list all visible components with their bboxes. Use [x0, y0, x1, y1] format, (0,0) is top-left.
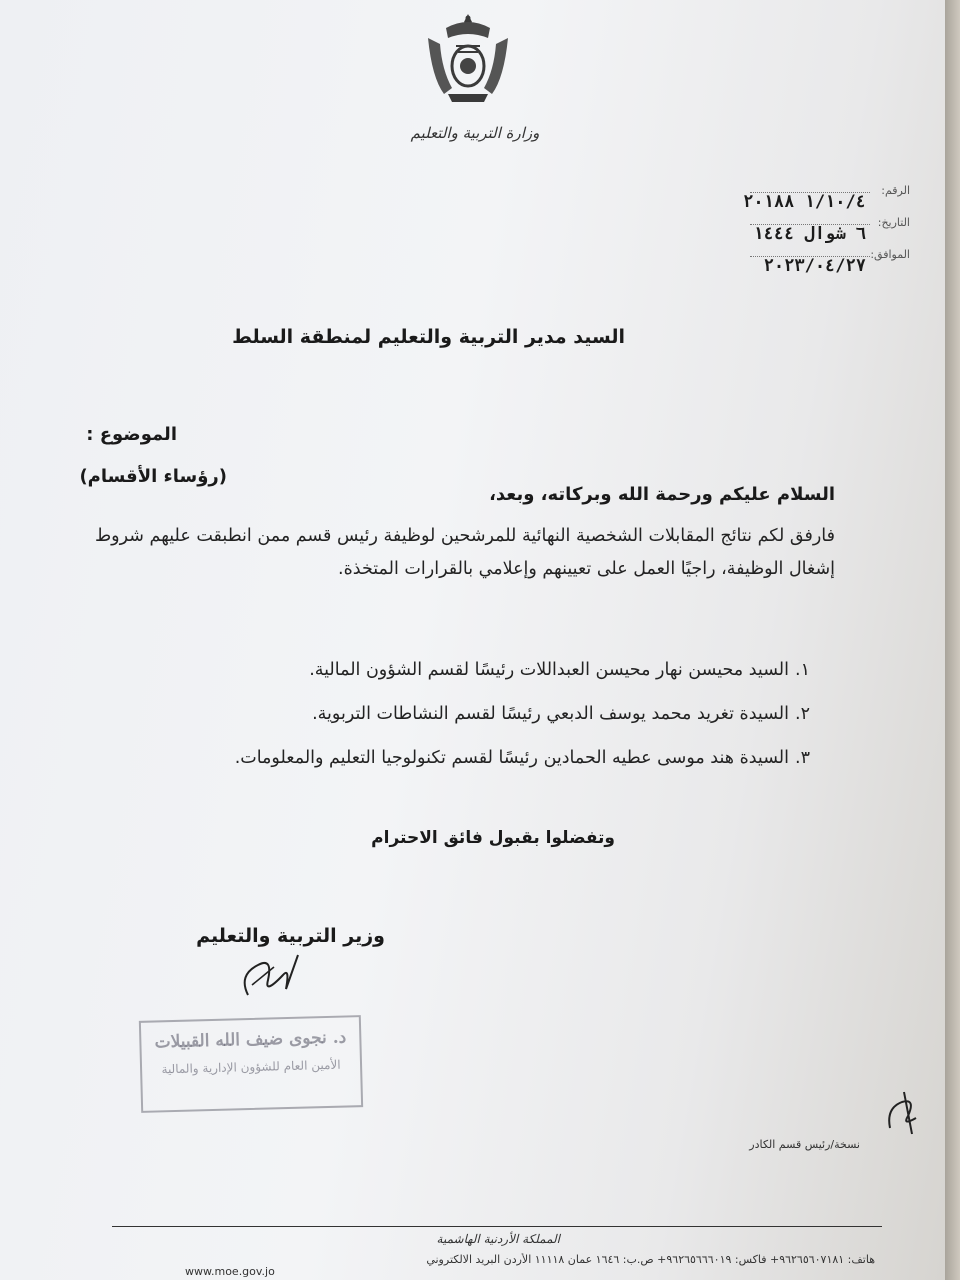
closing: وتفضلوا بقبول فائق الاحترام: [371, 828, 615, 848]
desk-edge: [945, 0, 960, 1280]
reference-corresponding-label: الموافق:: [870, 248, 910, 261]
list-item: ١.السيد محيسن نهار محيسن العبداللات رئيسًا لقسم الشؤون المالية.: [309, 660, 810, 680]
reference-date-value: ٦ شوال ١٤٤٤: [753, 224, 866, 244]
signature-icon: [228, 945, 308, 1005]
reference-block: [700, 180, 910, 276]
initials-icon: [882, 1088, 922, 1138]
reference-date-row: [700, 212, 910, 244]
reference-corresponding-value: ٢٠٢٣/٠٤/٢٧: [763, 256, 866, 276]
stamp-name: د. نجوى ضيف الله القبيلات: [154, 1027, 347, 1053]
greeting: السلام عليكم ورحمة الله وبركاته، وبعد،: [489, 484, 835, 505]
reference-number-value: ١/١٠/٤ ٢٠١٨٨: [743, 192, 866, 212]
ministry-name: وزارة التربية والتعليم: [410, 124, 540, 142]
reference-corresponding-row: [700, 244, 910, 276]
reference-number-row: [700, 180, 910, 212]
subject-value: (رؤساء الأقسام): [79, 466, 227, 487]
copy-note: نسخة/رئيس قسم الكادر: [749, 1138, 860, 1151]
letter-body: فارفق لكم نتائج المقابلات الشخصية النهائية للمرشحين لوظيفة رئيس قسم ممن انطبقت عليهم شروط إشغال الوظيفة، راجيًا العمل على تعيينهم وإعلامي بالقرارات المتخذة.: [95, 526, 835, 579]
addressee: السيد مدير التربية والتعليم لمنطقة السلط: [232, 326, 625, 348]
subject-label: الموضوع :: [86, 424, 177, 445]
reference-date-label: التاريخ:: [877, 216, 910, 229]
official-stamp: [139, 1015, 363, 1113]
reference-number-label: الرقم:: [881, 184, 910, 197]
list-item: ٢.السيدة تغريد محمد يوسف الدبعي رئيسًا لقسم النشاطات التربوية.: [312, 704, 810, 724]
footer-divider: [112, 1226, 882, 1227]
appointments-list: [110, 648, 810, 780]
stamp-position: الأمين العام للشؤون الإدارية والمالية: [161, 1057, 341, 1077]
footer-contact: هاتف: ٩٦٢٦٥٦٠٧١٨١+ فاكس: ٩٦٢٦٥٦٦٦٠١٩+ ص.ب: ١٦٤٦ عمان ١١١١٨ الأردن البريد الالكتروني: [426, 1253, 875, 1266]
footer-website: www.moe.gov.jo: [185, 1265, 275, 1278]
crown-emblem-icon: [418, 8, 518, 108]
list-item: ٣.السيدة هند موسى عطيه الحمادين رئيسًا لقسم تكنولوجيا التعليم والمعلومات.: [234, 748, 810, 768]
signatory-title: وزير التربية والتعليم: [196, 925, 385, 947]
footer-kingdom: المملكة الأردنية الهاشمية: [436, 1232, 560, 1246]
